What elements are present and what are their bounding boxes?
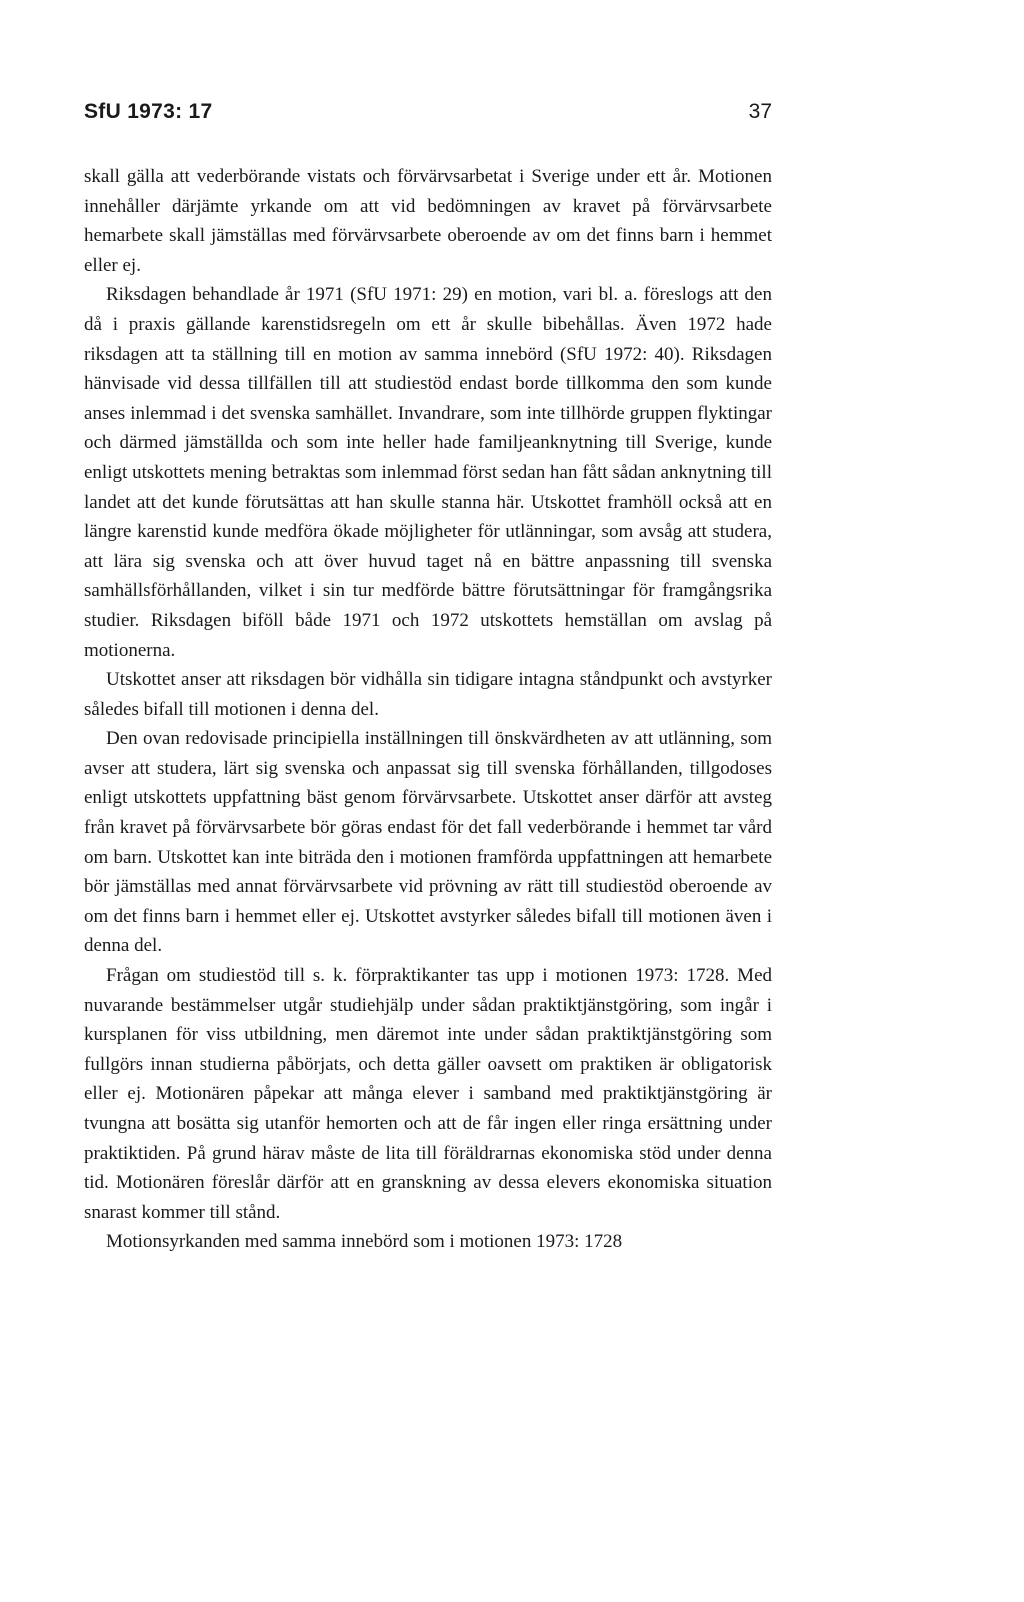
page-number: 37 [748, 100, 772, 123]
document-id: SfU 1973: 17 [84, 100, 213, 123]
paragraph-principiella-installningen: Den ovan redovisade principiella inställningen till önskvärdheten av att utlänning, som avser att studera, lärt sig svenska och anpassat sig till svenska förhållanden, tillgodoses enligt utskottets uppfattning bäst genom förvärvsarbete. Utskottet anser därför att avsteg från kravet på förvärvsarbete bör göras endast för det fall vederbörande i hemmet tar vård om barn. Utskottet kan inte biträda den i motionen framförda uppfattningen att hemarbete bör jämställas med annat förvärvsarbete vid prövning av rätt till studiestöd oberoende av om det finns barn i hemmet eller ej. Utskottet avstyrker således bifall till motionen även i denna del. [84, 728, 772, 957]
paragraph-forpraktikanter: Frågan om studiestöd till s. k. förpraktikanter tas upp i motionen 1973: 1728. Med nuvarande bestämmelser utgår studiehjälp under sådan praktiktjänstgöring, som ingår i kursplanen för viss utbildning, men däremot inte under sådan praktiktjänstgöring som fullgörs innan studierna påbörjats, och detta gäller oavsett om praktiken är obligatorisk eller ej. Motionären påpekar att många elever i samband med praktiktjänstgöring är tvungna att bosätta sig utanför hemorten och att de får ingen eller ringa ersättning under praktiktiden. På grund härav måste de lita till föräldrarnas ekonomiska stöd under denna tid. Motionären föreslår därför att en granskning av dessa elevers ekonomiska situation snarast kommer till stånd. [84, 965, 772, 1223]
paragraph-motionsyrkanden: Motionsyrkanden med samma innebörd som i motionen 1973: 1728 [106, 1231, 623, 1253]
paragraph-continuation: skall gälla att vederbörande vistats och förvärvsarbetat i Sverige under ett år. Motionen innehåller därjämte yrkande om att vid bedömningen av kravet på förvärvsarbete hemarbete skall jämställas med förvärvsarbete oberoende av om det finns barn i hemmet eller ej. [84, 166, 772, 276]
body-text [84, 162, 772, 1257]
paragraph-utskottet-anser: Utskottet anser att riksdagen bör vidhålla sin tidigare intagna ståndpunkt och avstyrker således bifall till motionen i denna del. [84, 669, 772, 720]
page-header [84, 100, 772, 132]
paragraph-riksdagen-1971: Riksdagen behandlade år 1971 (SfU 1971: 29) en motion, vari bl. a. föreslogs att den då i praxis gällande karenstidsregeln om ett år skulle bibehållas. Även 1972 hade riksdagen att ta ställning till en motion av samma innebörd (SfU 1972: 40). Riksdagen hänvisade vid dessa tillfällen till att studiestöd endast borde tillkomma den som kunde anses inlemmad i det svenska samhället. Invandrare, som inte tillhörde gruppen flyktingar och därmed jämställda och som inte heller hade familjeanknytning till Sverige, kunde enligt utskottets mening betraktas som inlemmad först sedan han fått sådan anknytning till landet att det kunde förutsättas att han skulle stanna här. Utskottet framhöll också att en längre karenstid kunde medföra ökade möjligheter för utlänningar, som avsåg att studera, att lära sig svenska och att över huvud taget nå en bättre anpassning till svenska samhällsförhållanden, vilket i sin tur medförde bättre förutsättningar för framgångsrika studier. Riksdagen biföll både 1971 och 1972 utskottets hemställan om avslag på motionerna. [84, 284, 772, 661]
